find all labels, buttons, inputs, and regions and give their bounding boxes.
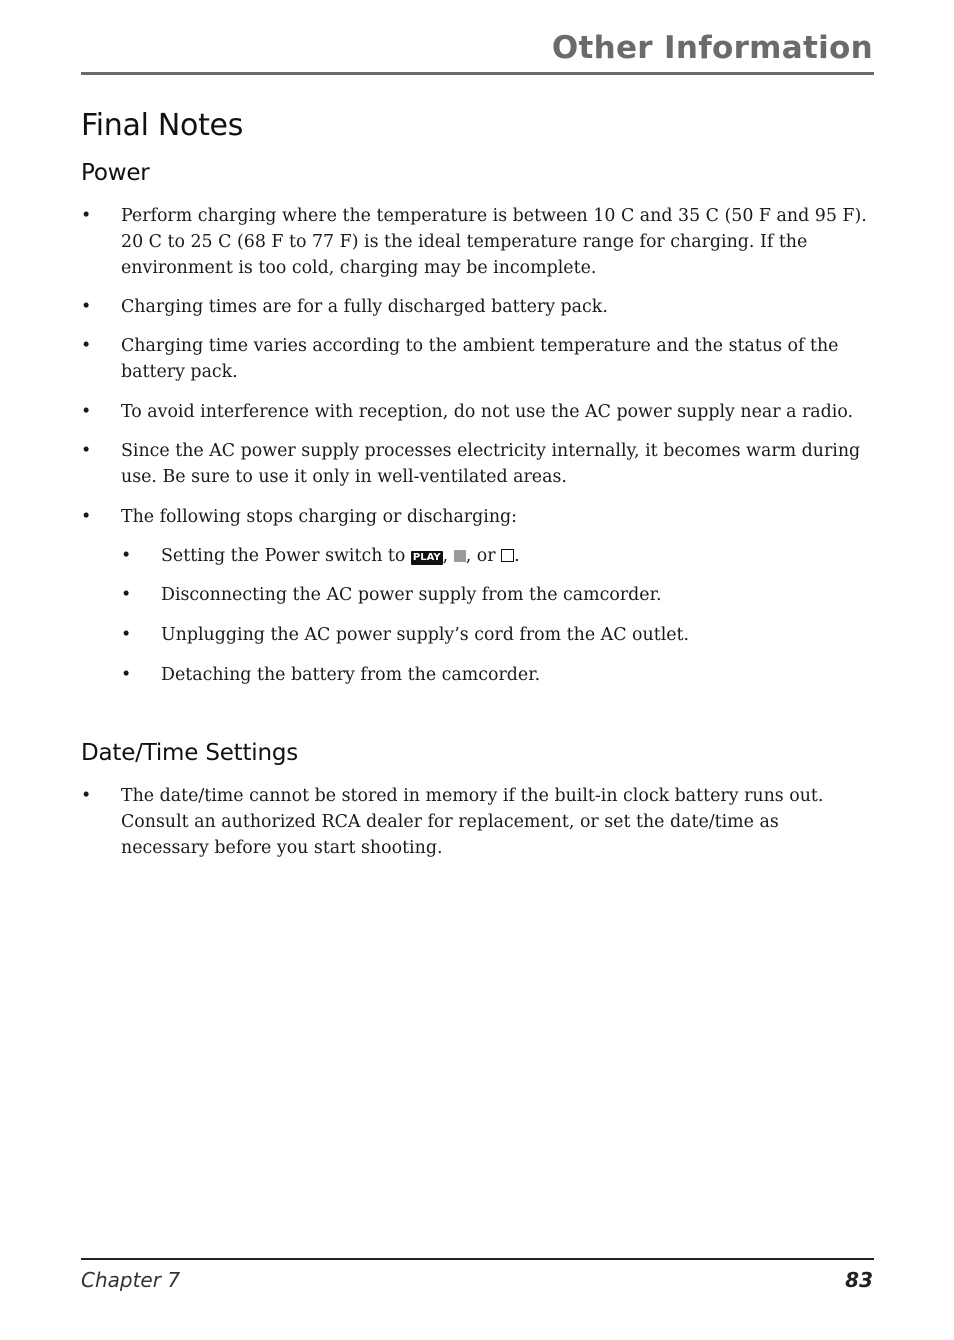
bullet: • [81, 441, 92, 461]
header-rule [81, 72, 874, 75]
power-subitem-1 [121, 543, 871, 569]
power-item-6 [81, 504, 871, 530]
power-item-2 [81, 294, 871, 320]
power-subitem-text: Disconnecting the AC power supply from the camcorder. [161, 585, 662, 605]
datetime-item-1 [81, 783, 871, 861]
power-item-1 [81, 203, 871, 281]
terminator: . [514, 546, 520, 566]
bullet: • [81, 336, 92, 356]
footer-chapter: Chapter 7 [81, 1268, 181, 1292]
bullet: • [81, 786, 92, 806]
power-item-text: Perform charging where the temperature is between 10 C and 35 C (50 F and 95 F). 20 C to 25 C (68 F to 77 F) is the ideal temperature range for charging. If the environment is too cold, charging may be incomplete. [121, 206, 867, 278]
power-subitem-text: Unplugging the AC power supply’s cord from the AC outlet. [161, 625, 690, 645]
bullet: • [81, 507, 92, 527]
separator: , or [465, 546, 496, 566]
power-item-5 [81, 438, 871, 490]
power-subitem-2 [121, 582, 871, 608]
power-subitem-text [161, 543, 871, 569]
power-item-4 [81, 399, 871, 425]
power-item-text: Charging time varies according to the ambient temperature and the status of the battery pack. [121, 336, 839, 382]
power-item-text: Since the AC power supply processes electricity internally, it becomes warm during use. Be sure to use it only in well-ventilated areas. [121, 441, 861, 487]
bullet: • [81, 402, 92, 422]
bullet: • [81, 206, 92, 226]
datetime-item-text: The date/time cannot be stored in memory if the built-in clock battery runs out. Consult an authorized RCA dealer for replacement, or set the date/time as necessary before you start shooting. [121, 786, 824, 858]
power-subitem-3 [121, 622, 871, 648]
outline-square-icon [501, 549, 514, 562]
power-heading: Power [81, 160, 150, 186]
section-header: Other Information [551, 30, 873, 66]
power-item-text: Charging times are for a fully discharged battery pack. [121, 297, 608, 317]
bullet: • [121, 585, 132, 605]
bullet: • [121, 625, 132, 645]
bullet: • [81, 297, 92, 317]
page-title: Final Notes [81, 108, 244, 143]
power-subitem-text: Detaching the battery from the camcorder. [161, 665, 541, 685]
bullet: • [121, 546, 132, 566]
page-number: 83 [845, 1268, 873, 1292]
play-icon: PLAY [412, 552, 441, 563]
power-item-text: To avoid interference with reception, do not use the AC power supply near a radio. [121, 402, 854, 422]
separator: , [442, 546, 449, 566]
datetime-heading: Date/Time Settings [81, 740, 299, 766]
bullet: • [121, 665, 132, 685]
setting-prefix: Setting the Power switch to [161, 546, 406, 566]
footer-rule [81, 1258, 874, 1260]
power-item-text: The following stops charging or discharging: [121, 507, 518, 527]
power-subitem-4 [121, 662, 871, 688]
power-item-3 [81, 333, 871, 385]
filled-square-icon [454, 550, 466, 562]
